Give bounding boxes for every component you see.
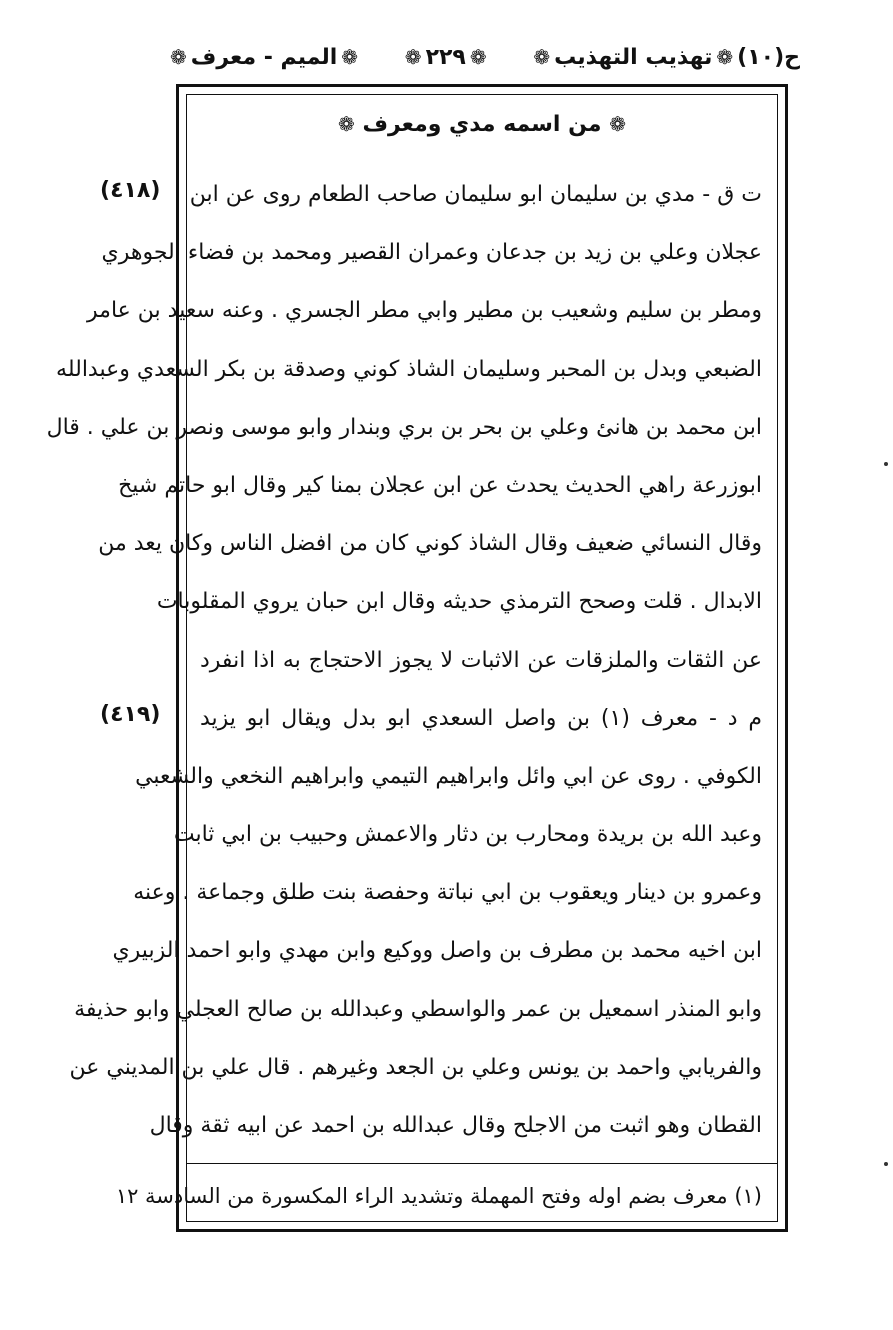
text-line: الضبعي وبدل بن المحبر وسليمان الشاذ كوني وصدقة بن بكر السعدي وعبدالله xyxy=(56,356,762,382)
entry-number: (٤١٩) xyxy=(100,702,161,727)
header-book-title: تهذيب التهذيب xyxy=(554,44,713,70)
text-line: ت ق - مدي بن سليمان ابو سليمان صاحب الطعام روى عن ابن xyxy=(189,182,762,207)
text-line: والفريابي واحمد بن يونس وعلي بن الجعد وغيرهم . قال علي بن المديني عن xyxy=(69,1054,762,1080)
text-line: عجلان وعلي بن زيد بن جدعان وعمران القصير ومحمد بن فضاء الجوهري xyxy=(101,240,762,266)
text-line: م د - معرف (١) بن واصل السعدي ابو بدل ويقال ابو يزيد xyxy=(200,705,762,731)
text-line: ابن محمد بن هانئ وعلي بن بحر بن بري وبندار وابو موسى ونصر بن علي . قال xyxy=(46,414,762,440)
text-line: الكوفي . روى عن ابي وائل وابراهيم التيمي وابراهيم النخعي والشعبي xyxy=(135,763,762,789)
text-line: وابو المنذر اسمعيل بن عمر والواسطي وعبدالله بن صالح العجلي وابو حذيفة xyxy=(74,996,762,1022)
header-left-label-group xyxy=(533,45,800,70)
text-line: القطان وهو اثبت من الاجلح وقال عبدالله بن احمد عن ابيه ثقة وقال xyxy=(149,1113,762,1138)
text-line: الابدال . قلت وصحح الترمذي حديثه وقال ابن حبان يروي المقلوبات xyxy=(156,589,762,615)
header-section-label: الميم - معرف xyxy=(190,44,338,70)
running-header xyxy=(170,36,800,78)
footnote: (١) معرف بضم اوله وفتح المهملة وتشديد الراء المكسورة من السادسة ١٢ xyxy=(115,1184,762,1208)
ornament-icon: ❁ xyxy=(404,45,422,69)
text-line: ابوزرعة راهي الحديث يحدث عن ابن عجلان بمنا كير وقال ابو حاتم شيخ xyxy=(118,472,762,498)
scan-speck xyxy=(884,462,888,466)
section-heading-text: من اسمه مدي ومعرف xyxy=(362,112,602,137)
text-line: وعمرو بن دينار ويعقوب بن ابي نباتة وحفصة بنت طلق وجماعة . وعنه xyxy=(133,880,762,906)
header-section-group xyxy=(170,45,358,70)
ornament-icon: ❁ xyxy=(170,45,187,69)
ornament-icon: ❁ xyxy=(533,45,551,69)
header-volume-label: ح(١٠) xyxy=(737,44,800,70)
section-heading xyxy=(186,112,778,137)
ornament-icon: ❁ xyxy=(338,112,355,136)
entry-number: (٤١٨) xyxy=(100,178,161,203)
text-line: وقال النسائي ضعيف وقال الشاذ كوني كان من افضل الناس وكان يعد من xyxy=(98,531,762,557)
footnote-divider xyxy=(186,1163,778,1164)
header-page-number: ٢٢٩ xyxy=(425,44,466,70)
ornament-icon: ❁ xyxy=(609,112,626,136)
ornament-icon: ❁ xyxy=(469,45,487,69)
ornament-icon: ❁ xyxy=(716,45,734,69)
header-page-group xyxy=(405,45,487,70)
text-line: عن الثقات والملزقات عن الاثبات لا يجوز الاحتجاج به اذا انفرد xyxy=(200,647,762,673)
text-line: ابن اخيه محمد بن مطرف بن واصل ووكيع وابن مهدي وابو احمد الزبيري xyxy=(112,938,762,964)
scan-speck xyxy=(884,1162,888,1166)
ornament-icon: ❁ xyxy=(341,45,359,69)
text-line: ومطر بن سليم وشعيب بن مطير وابي مطر الجسري . وعنه سعيد بن عامر xyxy=(87,298,762,324)
text-line: وعبد الله بن بريدة ومحارب بن دثار والاعمش وحبيب بن ابي ثابت xyxy=(173,822,762,848)
